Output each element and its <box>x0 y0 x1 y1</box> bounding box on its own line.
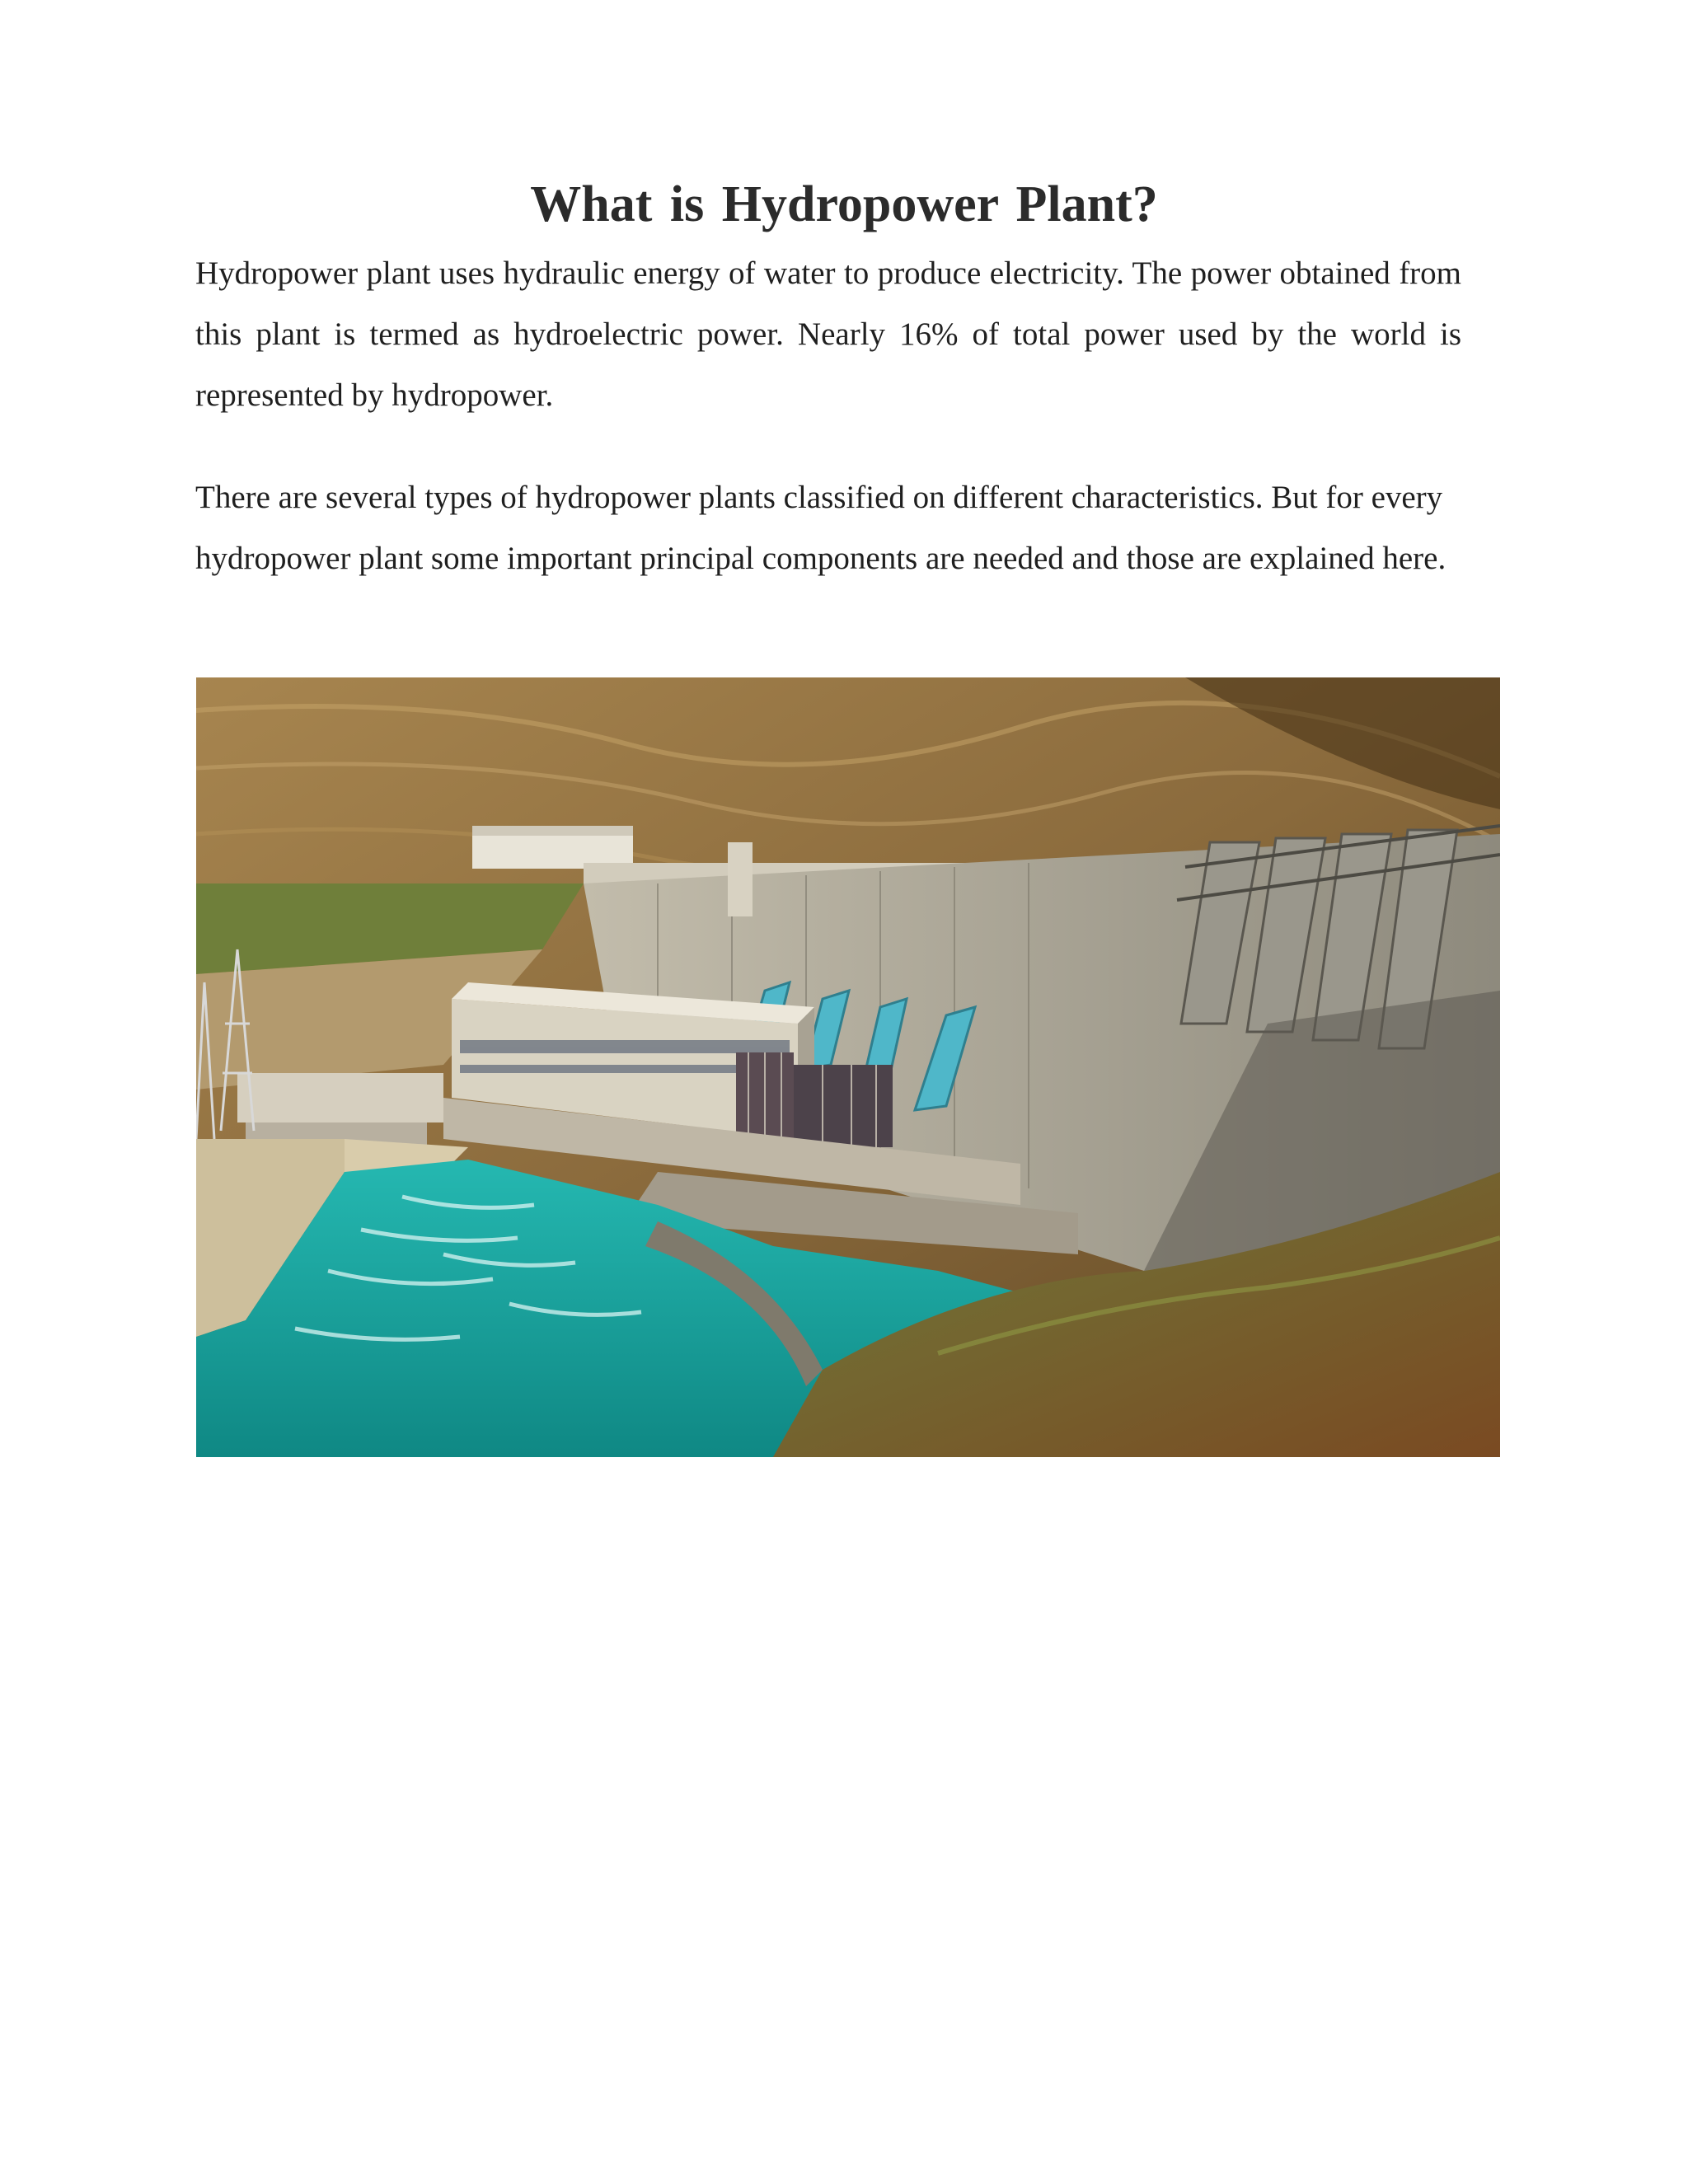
paragraph-components: There are several types of hydropower plants classified on different characteristics. But for every hydropower plant some important principal components are needed and those are explained here. <box>195 480 1447 576</box>
page-title: What is Hydropower Plant? <box>530 176 1158 232</box>
paragraph-intro: Hydropower plant uses hydraulic energy of water to produce electricity. The power obtained from this plant is termed as hydroelectric power. Nearly 16% of total power used by the world is represented by hydropower. <box>195 255 1461 413</box>
dam-illustration <box>196 677 1500 1457</box>
hydropower-dam-image <box>196 677 1500 1457</box>
